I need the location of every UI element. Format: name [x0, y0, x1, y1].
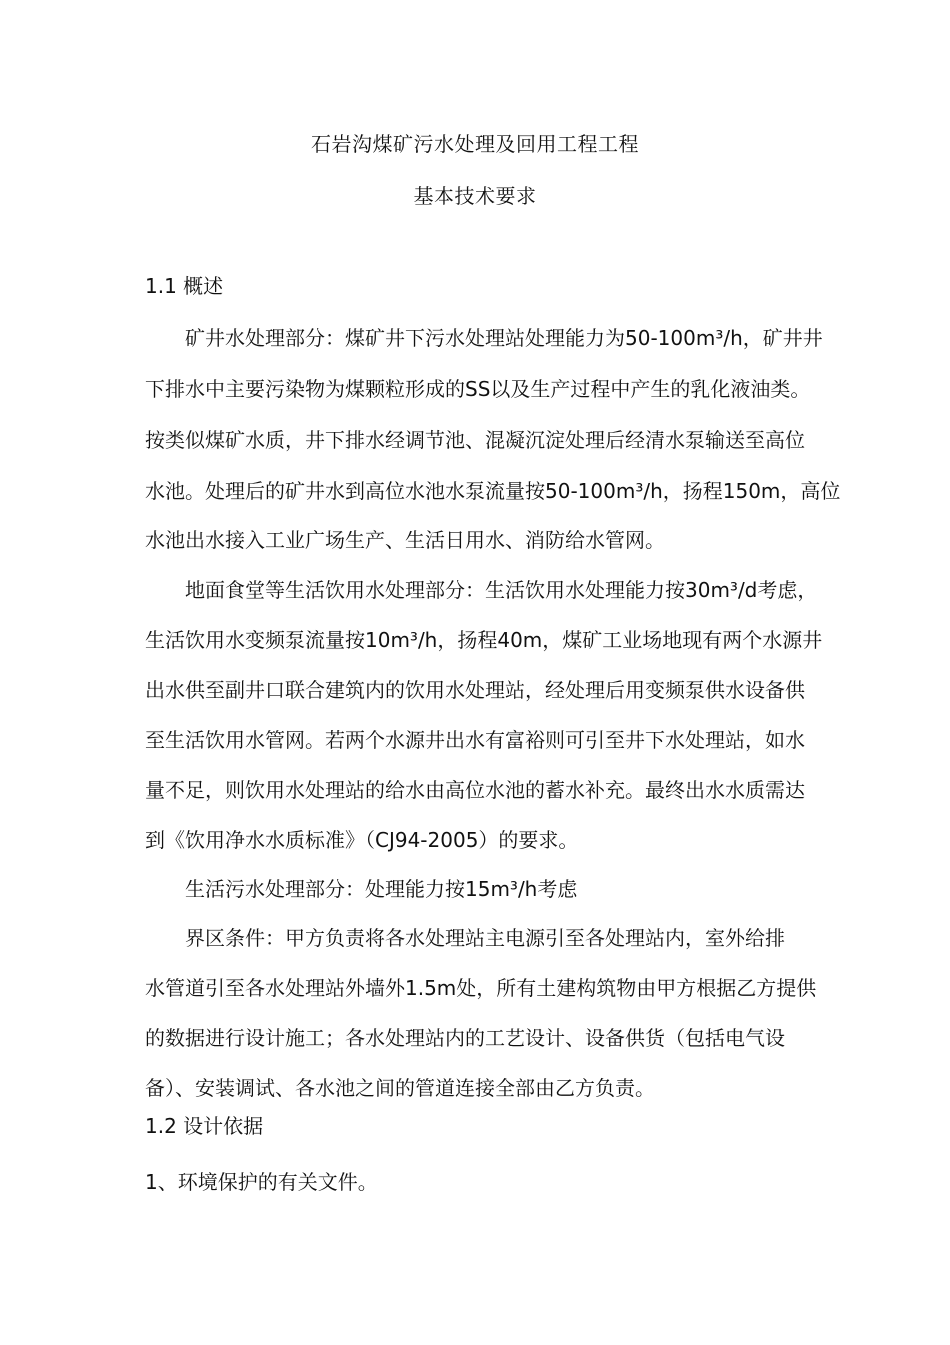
document-subtitle: 基本技术要求 — [413, 184, 537, 208]
paragraph-line: 矿井水处理部分：煤矿井下污水处理站处理能力为50-100m³/h，矿井井 — [185, 326, 823, 350]
paragraph-line: 界区条件：甲方负责将各水处理站主电源引至各处理站内，室外给排 — [185, 926, 785, 950]
paragraph-line: 水池。处理后的矿井水到高位水池水泵流量按50-100m³/h，扬程150m，高位 — [145, 479, 841, 503]
paragraph-line: 地面食堂等生活饮用水处理部分：生活饮用水处理能力按30m³/d考虑， — [185, 578, 818, 602]
paragraph-line: 生活污水处理部分：处理能力按15m³/h考虑 — [185, 877, 578, 901]
paragraph-line: 生活饮用水变频泵流量按10m³/h，扬程40m，煤矿工业场地现有两个水源井 — [145, 628, 823, 652]
paragraph-line: 到《饮用净水水质标准》（CJ94-2005）的要求。 — [145, 828, 579, 852]
paragraph-line: 量不足，则饮用水处理站的给水由高位水池的蓄水补充。最终出水水质需达 — [145, 778, 805, 802]
paragraph-line: 下排水中主要污染物为煤颗粒形成的SS以及生产过程中产生的乳化液油类。 — [145, 377, 811, 401]
list-item: 1、环境保护的有关文件。 — [145, 1170, 378, 1194]
paragraph-line: 按类似煤矿水质，井下排水经调节池、混凝沉淀处理后经清水泵输送至高位 — [145, 428, 805, 452]
paragraph-line: 水管道引至各水处理站外墙外1.5m处，所有土建构筑物由甲方根据乙方提供 — [145, 976, 817, 1000]
document-title: 石岩沟煤矿污水处理及回用工程工程 — [311, 132, 639, 156]
paragraph-line: 至生活饮用水管网。若两个水源井出水有富裕则可引至井下水处理站，如水 — [145, 728, 805, 752]
section-heading-1-2: 1.2 设计依据 — [145, 1114, 264, 1138]
paragraph-line: 出水供至副井口联合建筑内的饮用水处理站，经处理后用变频泵供水设备供 — [145, 678, 805, 702]
paragraph-line: 备）、安装调试、各水池之间的管道连接全部由乙方负责。 — [145, 1076, 655, 1100]
paragraph-line: 水池出水接入工业广场生产、生活日用水、消防给水管网。 — [145, 528, 665, 552]
paragraph-line: 的数据进行设计施工；各水处理站内的工艺设计、设备供货（包括电气设 — [145, 1026, 785, 1050]
section-heading-1-1: 1.1 概述 — [145, 274, 224, 298]
